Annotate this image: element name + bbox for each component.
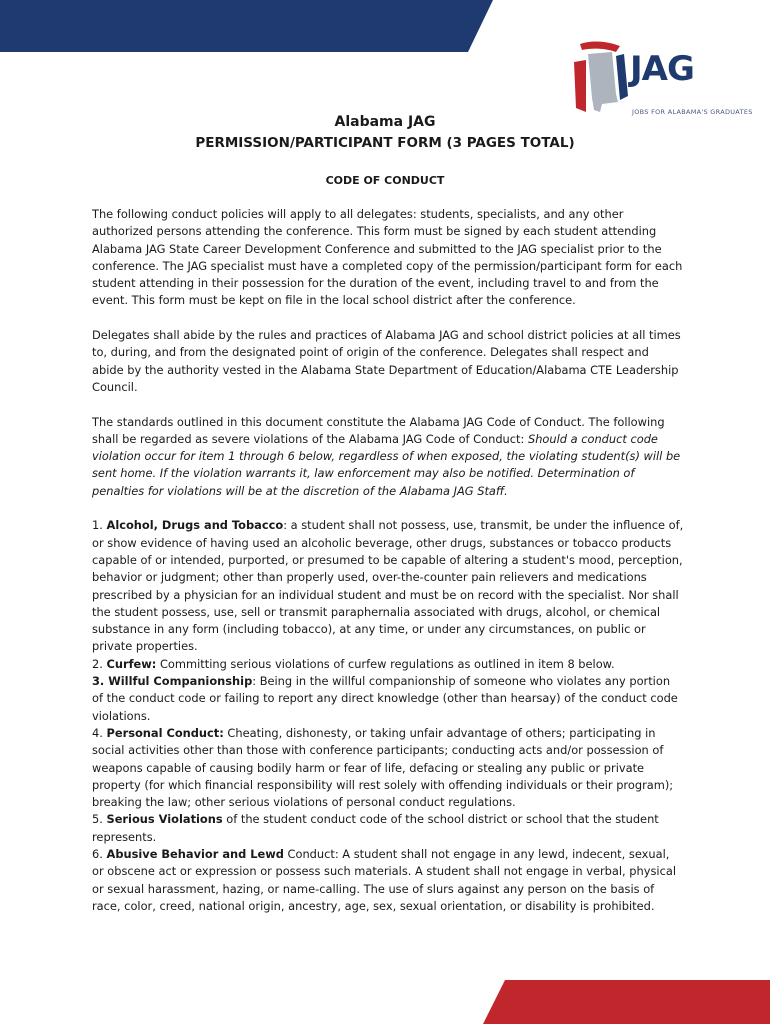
violation-item-2 — [92, 656, 684, 673]
jag-logo — [572, 38, 752, 122]
item-number: 6. — [92, 846, 107, 861]
standards-paragraph — [92, 414, 684, 500]
item-title: Abusive Behavior and Lewd — [106, 846, 284, 861]
section-heading: CODE OF CONDUCT — [325, 174, 445, 187]
standards-text: The standards outlined in this document constitute the Alabama JAG Code of Conduct. The following shall be regarded as severe violations of the Alabama JAG Code of Conduct: — [92, 414, 665, 446]
delegates-paragraph: Delegates shall abide by the rules and practices of Alabama JAG and school district policies at all times to, during, and from the designated point of origin of the conference. Delegates shall respect and abide by the authority vested in the Alabama State Department of Education/Alabama CTE Leadership Council. — [92, 328, 681, 394]
violation-item-1 — [92, 517, 684, 655]
item-text: : a student shall not possess, use, transmit, be under the influence of, or show evidence of having used an alcoholic beverage, other drugs, substances or tobacco products capable of or intended, purported, or presumed to be capable of altering a student's mood, perception, behavior or judgment; other than properly used, over-the-counter pain relievers and medications prescribed by a physician for an individual student and must be on record with the specialist. Nor shall the student possess, use, sell or transmit paraphernalia associated with drugs, alcohol, or chemical substance in any form (including tobacco), at any time, or under any circumstances, on public or private properties. — [92, 518, 684, 654]
form-subtitle: PERMISSION/PARTICIPANT FORM (3 PAGES TOTAL) — [195, 135, 575, 151]
item-number: 2. — [92, 656, 107, 671]
logo-text: JAG — [630, 49, 694, 89]
document-body — [92, 206, 684, 915]
item-text: Conduct: A student shall not engage in any lewd, indecent, sexual, or obscene act or expression or possess such materials. A student shall not engage in verbal, physical or sexual harassment, hazing, or name-calling. The use of slurs against any person on the basis of race, color, creed, national origin, ancestry, age, sex, sexual orientation, or disability is prohibited. — [92, 846, 676, 913]
violation-item-5 — [92, 811, 684, 846]
standards-italic-text: Should a conduct code violation occur for item 1 through 6 below, regardless of when exposed, the violating student(s) will be sent home. If the violation warrants it, law enforcement may also be notified. Determination of penalties for violations will be at the discretion of the Alabama JAG Staff. — [92, 431, 681, 498]
intro-paragraph: The following conduct policies will apply to all delegates: students, specialists, and any other authorized persons attending the conference. This form must be signed by each student attending Alabama JAG State Career Development Conference and submitted to the JAG specialist prior to the conference. The JAG specialist must have a completed copy of the permission/participant form for each student attending in their possession for the duration of the event, including travel to and from the event. This form must be kept on file in the local school district after the conference. — [92, 207, 683, 308]
item-number: 3. — [92, 674, 109, 689]
form-title: Alabama JAG — [334, 114, 436, 130]
item-number: 4. — [92, 725, 107, 740]
item-title: Curfew: — [106, 656, 157, 671]
item-text: of the student conduct code of the school district or school that the student represents. — [92, 812, 659, 844]
item-title: Serious Violations — [106, 812, 223, 827]
item-number: 5. — [92, 812, 107, 827]
alabama-map-icon — [572, 38, 632, 122]
bottom-banner — [0, 980, 770, 1024]
item-text: : Being in the willful companionship of someone who violates any portion of the conduct code or failing to report any direct knowledge (other than hearsay) of the conduct code violations. — [92, 674, 678, 723]
item-title: Personal Conduct: — [106, 725, 224, 740]
violation-item-6 — [92, 846, 684, 915]
item-text: Committing serious violations of curfew regulations as outlined in item 8 below. — [156, 656, 615, 671]
item-text: Cheating, dishonesty, or taking unfair advantage of others; participating in social activities other than those with conference participants; conducting acts and/or possession of weapons capable of causing bodily harm or fear of life, defacing or stealing any public or private property (for which financial responsibility will rest solely with offending individuals or their program); breaking the law; other serious violations of personal conduct regulations. — [92, 725, 674, 810]
item-number: 1. — [92, 518, 107, 533]
item-title: Alcohol, Drugs and Tobacco — [106, 518, 284, 533]
violation-item-4 — [92, 725, 684, 811]
violation-item-3 — [92, 673, 684, 725]
item-title: Willful Companionship — [108, 674, 253, 689]
logo-subtitle: JOBS FOR ALABAMA'S GRADUATES — [632, 108, 753, 116]
violations-list — [92, 517, 684, 915]
